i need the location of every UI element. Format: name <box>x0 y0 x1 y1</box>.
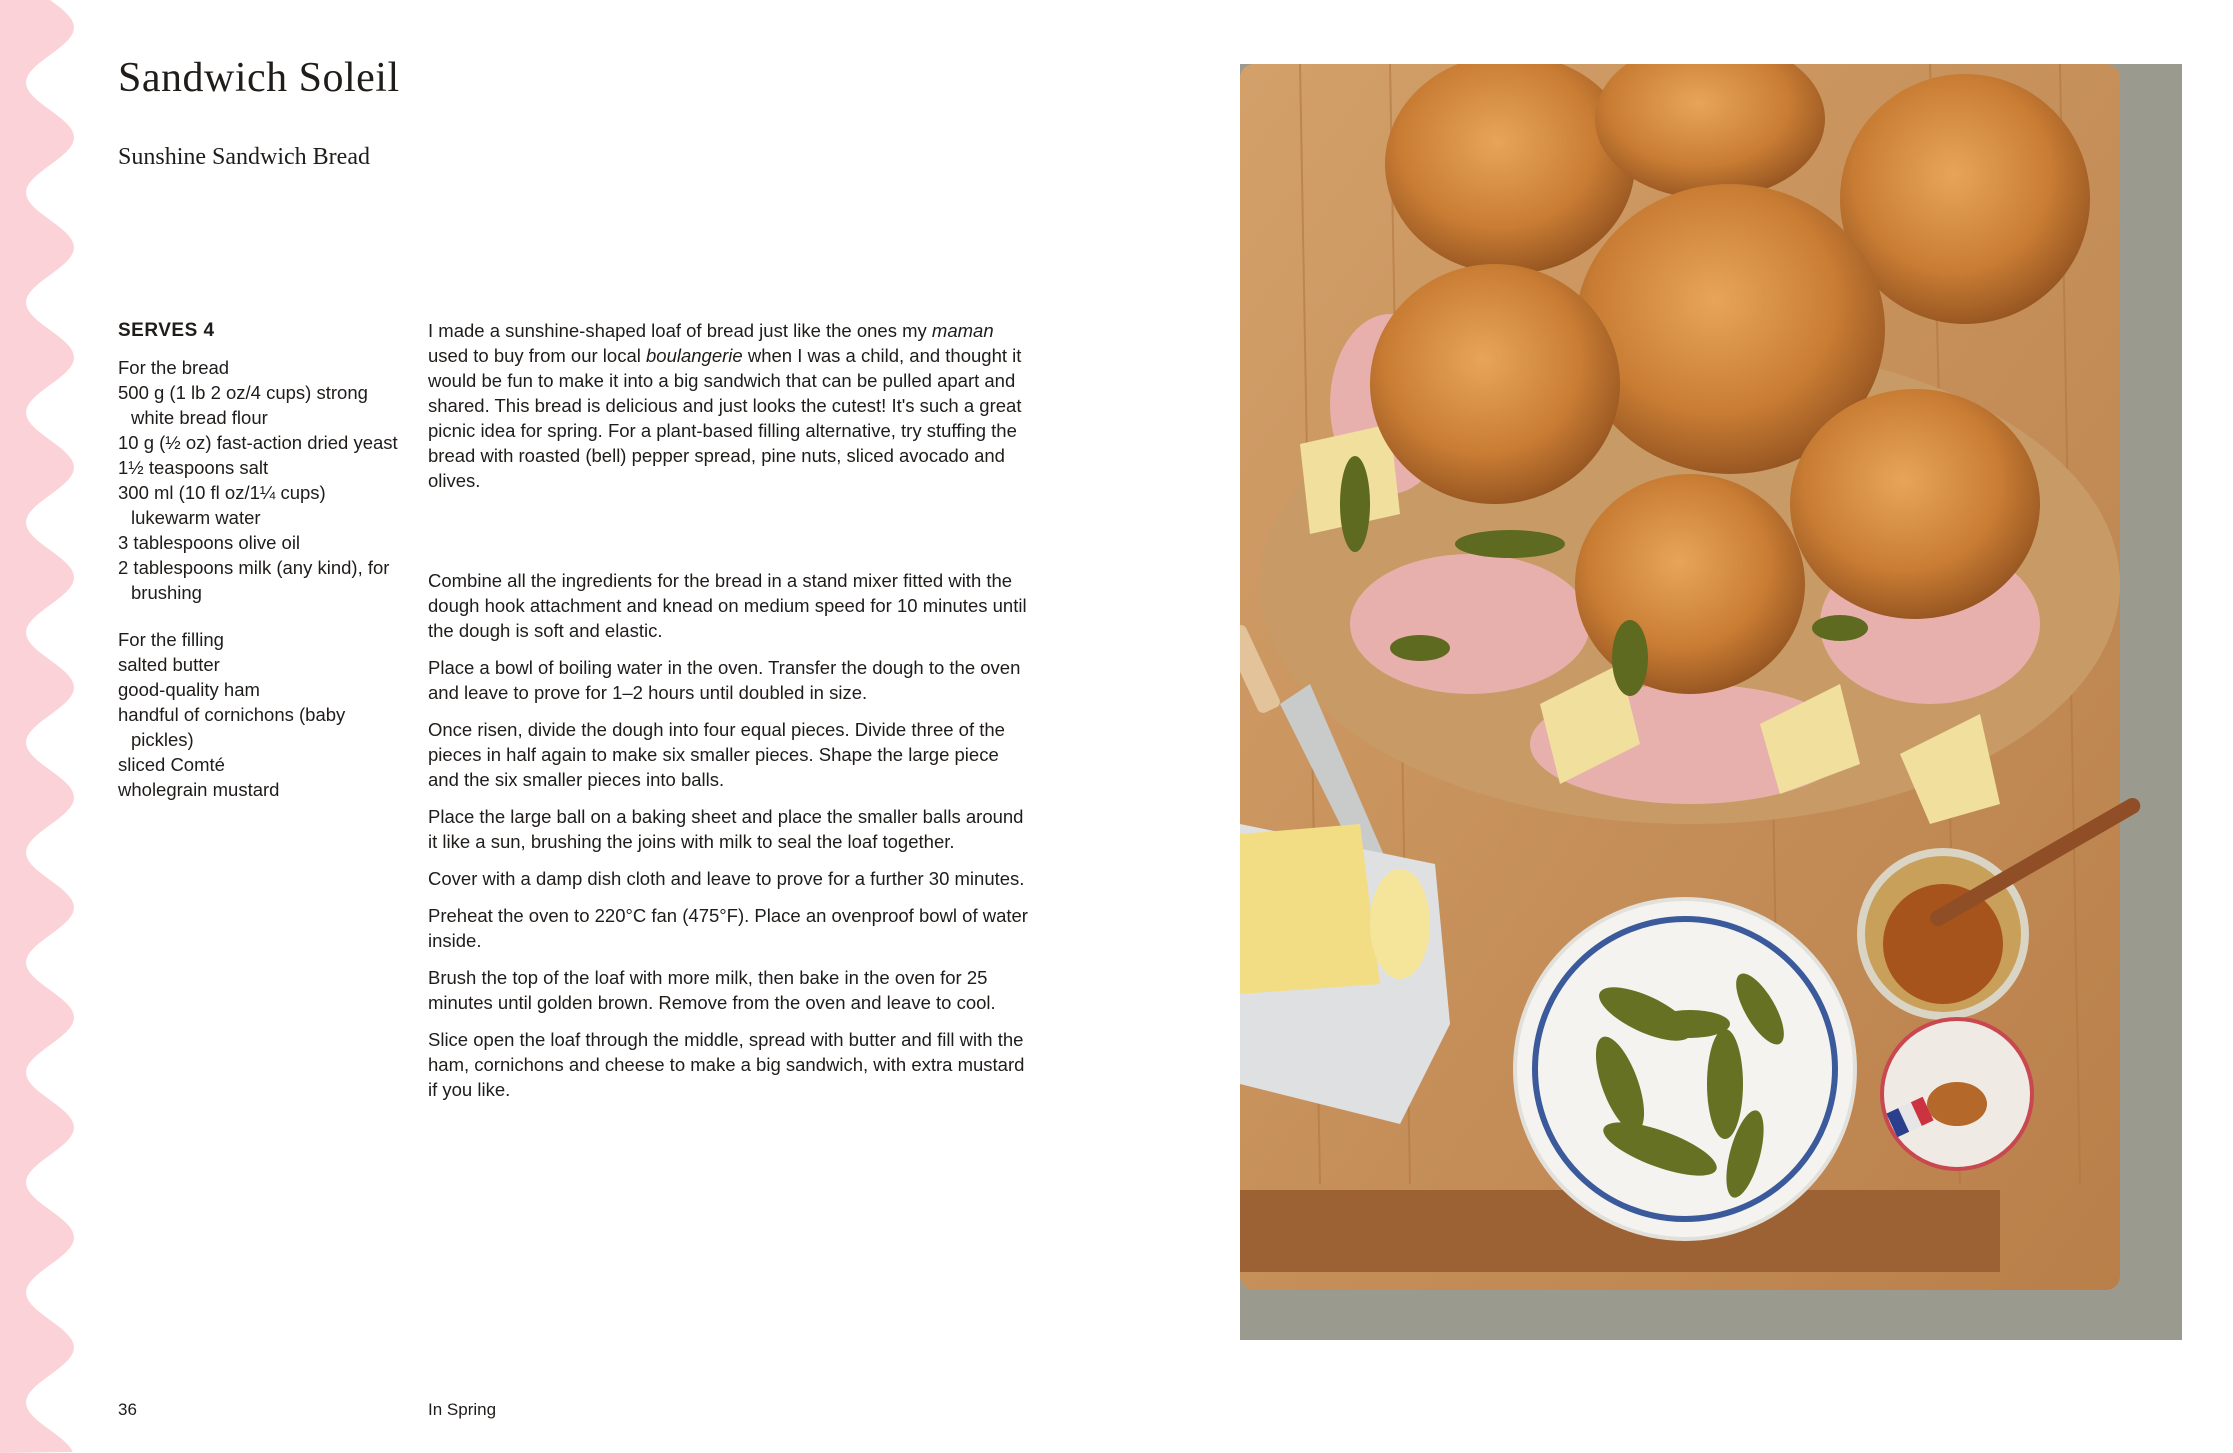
ingredient-group-filling <box>118 627 408 802</box>
pickle-bowl <box>1515 899 1855 1239</box>
ingredient-item: 2 tablespoons milk (any kind), for brushing <box>118 557 390 603</box>
mustard-contents <box>1883 884 2003 1004</box>
butter-block <box>1240 824 1380 994</box>
intro-text: I made a sunshine-shaped loaf of bread just like the ones my <box>428 320 932 341</box>
ingredient-group-heading: For the bread <box>118 357 230 378</box>
butter-smear <box>1370 869 1430 979</box>
ingredients-column <box>118 318 408 824</box>
method-step: Slice open the loaf through the middle, spread with butter and fill with the ham, cornichons and cheese to make a big sandwich, with extra mustard if you like. <box>428 1029 1025 1100</box>
recipe-title: Sandwich Soleil <box>118 55 400 101</box>
wave-shape <box>0 0 74 1453</box>
ingredient-list-bread <box>118 380 408 605</box>
mustard-smear <box>1927 1082 1987 1126</box>
serves-label: SERVES 4 <box>118 320 215 341</box>
recipe-subtitle: Sunshine Sandwich Bread <box>118 144 370 170</box>
recipe-intro <box>428 318 1028 493</box>
pink-wave-border <box>0 0 100 1453</box>
method-step: Brush the top of the loaf with more milk, then bake in the oven for 25 minutes until golden brown. Remove from the oven and leave to cool. <box>428 967 996 1013</box>
intro-text: used to buy from our local <box>428 345 646 366</box>
ingredient-item: 3 tablespoons olive oil <box>118 532 301 553</box>
method-steps <box>428 568 1028 1114</box>
ingredient-item: 1½ teaspoons salt <box>118 457 269 478</box>
page-number: 36 <box>118 1400 137 1419</box>
ingredient-item: handful of cornichons (baby pickles) <box>118 704 346 750</box>
method-step: Preheat the oven to 220°C fan (475°F). Place an ovenproof bowl of water inside. <box>428 905 1028 951</box>
ingredient-item: 300 ml (10 fl oz/1¼ cups) lukewarm water <box>118 482 326 528</box>
intro-emphasis: boulangerie <box>646 345 743 366</box>
ingredient-list-filling <box>118 652 408 802</box>
ingredient-group-bread <box>118 355 408 605</box>
intro-emphasis: maman <box>931 320 994 341</box>
ingredient-item: good-quality ham <box>118 679 260 700</box>
ingredient-item: 10 g (½ oz) fast-action dried yeast <box>118 432 398 453</box>
method-step: Place the large ball on a baking sheet and place the smaller balls around it like a sun, brushing the joins with milk to seal the loaf together. <box>428 806 1024 852</box>
ingredient-item: salted butter <box>118 654 220 675</box>
ingredient-group-heading: For the filling <box>118 629 224 650</box>
ingredient-item: wholegrain mustard <box>118 779 280 800</box>
method-step: Combine all the ingredients for the bread in a stand mixer fitted with the dough hook attachment and knead on medium speed for 10 minutes until the dough is soft and elastic. <box>428 570 1027 641</box>
ingredient-item: 500 g (1 lb 2 oz/4 cups) strong white bread flour <box>118 382 368 428</box>
section-label: In Spring <box>428 1400 497 1419</box>
intro-text: when I was a child, and thought it would be fun to make it into a big sandwich that can be pulled apart and shared. This bread is delicious and just looks the cutest! It's such a great picnic idea for spring. For a plant-based filling alternative, try stuffing the bread with roasted (bell) pepper spread, pine nuts, sliced avocado and olives. <box>428 345 1022 491</box>
sandwich-photo <box>1240 64 2182 1340</box>
method-step: Once risen, divide the dough into four equal pieces. Divide three of the pieces in half again to make six smaller pieces. Shape the large piece and the six smaller pieces into balls. <box>428 719 1005 790</box>
method-step: Place a bowl of boiling water in the oven. Transfer the dough to the oven and leave to prove for 1–2 hours until doubled in size. <box>428 657 1021 703</box>
ingredient-item: sliced Comté <box>118 754 225 775</box>
method-step: Cover with a damp dish cloth and leave to prove for a further 30 minutes. <box>428 868 1025 889</box>
